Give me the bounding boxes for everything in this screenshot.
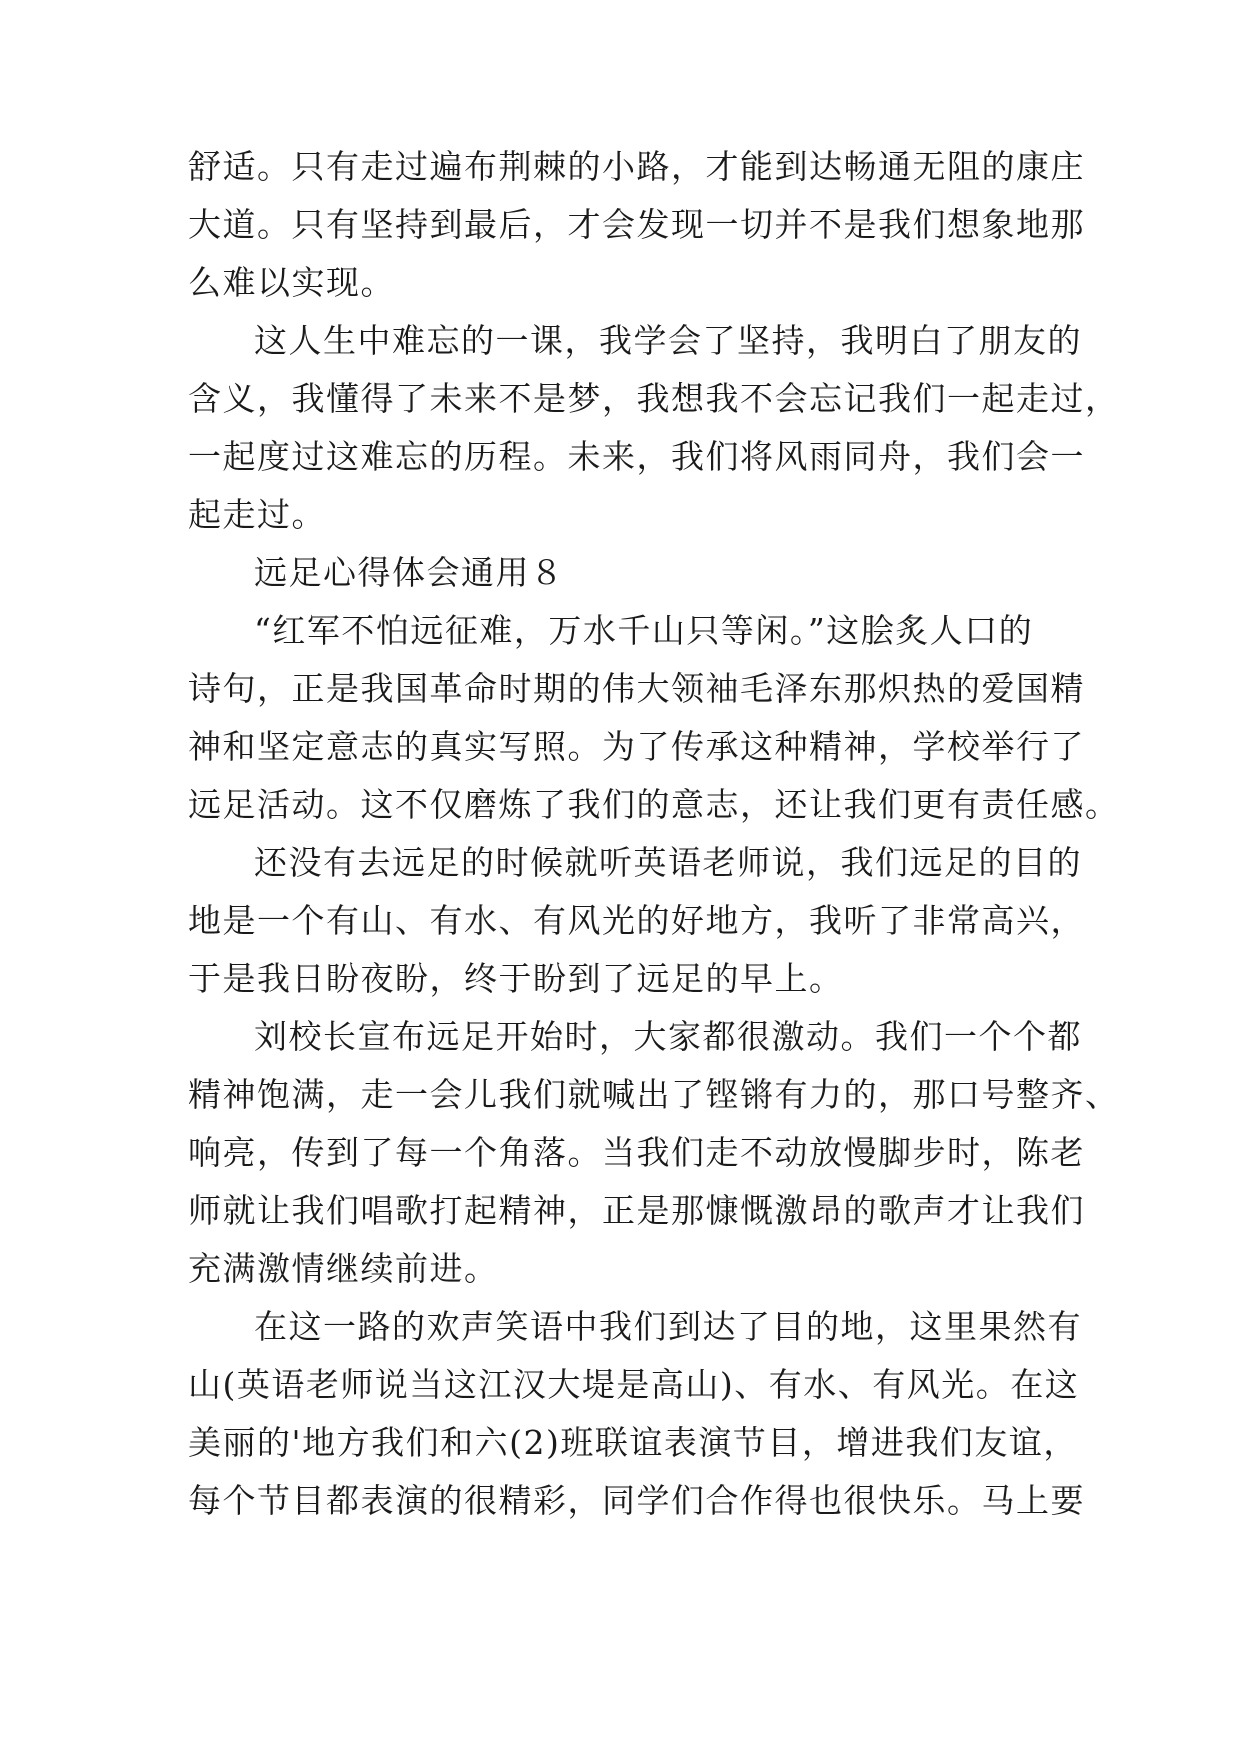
paragraph-first-line: 这人生中难忘的一课，我学会了坚持，我明白了朋友的 [254,321,1082,360]
text-line: 起走过。 [188,495,326,534]
section-heading: 远足心得体会通用８ [254,553,565,592]
text-line: 于是我日盼夜盼，终于盼到了远足的早上。 [188,959,844,998]
text-line: 山(英语老师说当这江汉大堤是高山)、有水、有风光。在这 [188,1365,1080,1404]
paragraph-first-line: “红军不怕远征难，万水千山只等闲。”这脍炙人口的 [254,611,1034,650]
text-line: 师就让我们唱歌打起精神，正是那慷慨激昂的歌声才让我们 [188,1191,1085,1230]
text-line: 么难以实现。 [188,263,395,302]
text-line: 诗句，正是我国革命时期的伟大领袖毛泽东那炽热的爱国精 [188,669,1085,708]
text-line: 远足活动。这不仅磨炼了我们的意志，还让我们更有责任感。 [188,785,1120,824]
text-line: 神和坚定意志的真实写照。为了传承这种精神，学校举行了 [188,727,1085,766]
paragraph-first-line: 还没有去远足的时候就听英语老师说，我们远足的目的 [254,843,1082,882]
paragraph-first-line: 刘校长宣布远足开始时，大家都很激动。我们一个个都 [254,1017,1082,1056]
text-line: 充满激情继续前进。 [188,1249,499,1288]
text-line: 精神饱满，走一会儿我们就喊出了铿锵有力的，那口号整齐、 [188,1075,1120,1114]
text-line: 大道。只有坚持到最后，才会发现一切并不是我们想象地那 [188,205,1085,244]
paragraph-first-line: 在这一路的欢声笑语中我们到达了目的地，这里果然有 [254,1307,1082,1346]
text-line: 一起度过这难忘的历程。未来，我们将风雨同舟，我们会一 [188,437,1085,476]
text-line: 地是一个有山、有水、有风光的好地方，我听了非常高兴， [188,901,1085,940]
text-line: 每个节目都表演的很精彩，同学们合作得也很快乐。马上要 [188,1481,1085,1520]
text-line: 含义，我懂得了未来不是梦，我想我不会忘记我们一起走过， [188,379,1120,418]
text-line: 响亮，传到了每一个角落。当我们走不动放慢脚步时，陈老 [188,1133,1085,1172]
text-line: 舒适。只有走过遍布荆棘的小路，才能到达畅通无阻的康庄 [188,147,1085,186]
text-line: 美丽的'地方我们和六(2)班联谊表演节目，增进我们友谊， [188,1423,1078,1462]
